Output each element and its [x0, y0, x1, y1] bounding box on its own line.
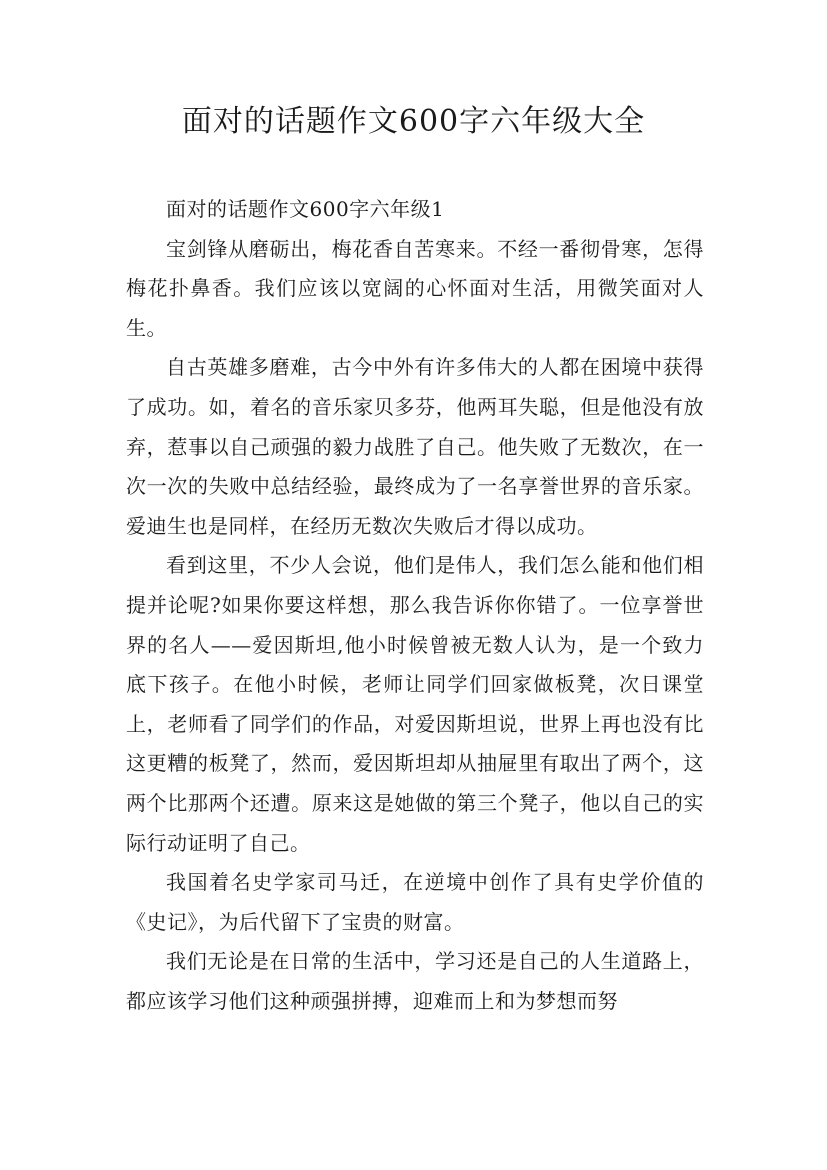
paragraph-4: 我国着名史学家司马迁，在逆境中创作了具有史学价值的《史记》，为后代留下了宝贵的财富。	[126, 870, 704, 934]
paragraph-5: 我们无论是在日常的生活中，学习还是自己的人生道路上，都应该学习他们这种顽强拼搏，迎难而上和为梦想而努	[126, 949, 704, 1013]
paragraph-2: 自古英雄多磨难，古今中外有许多伟大的人都在困境中获得了成功。如，着名的音乐家贝多芬，他两耳失聪，但是他没有放弃，惹事以自己顽强的毅力战胜了自己。他失败了无数次，在一次一次的失败中总结经验，最终成为了一名享誉世界的音乐家。爱迪生也是同样，在经历无数次失败后才得以成功。	[126, 355, 704, 538]
paragraph-1: 宝剑锋从磨砺出，梅花香自苦寒来。不经一番彻骨寒，怎得梅花扑鼻香。我们应该以宽阔的心怀面对生活，用微笑面对人生。	[126, 236, 704, 340]
section-heading: 面对的话题作文600字六年级1	[166, 197, 445, 221]
paragraph-3: 看到这里，不少人会说，他们是伟人，我们怎么能和他们相提并论呢?如果你要这样想，那么我告诉你你错了。一位享誉世界的名人——爱因斯坦,他小时候曾被无数人认为，是一个致力底下孩子。在他小时候，老师让同学们回家做板凳，次日课堂上，老师看了同学们的作品，对爱因斯坦说，世界上再也没有比这更糟的板凳了，然而，爱因斯坦却从抽屉里有取出了两个，这两个比那两个还遭。原来这是她做的第三个凳子，他以自己的实际行动证明了自己。	[126, 553, 704, 855]
document-body	[126, 190, 704, 1021]
document-title: 面对的话题作文600字六年级大全	[181, 104, 646, 139]
